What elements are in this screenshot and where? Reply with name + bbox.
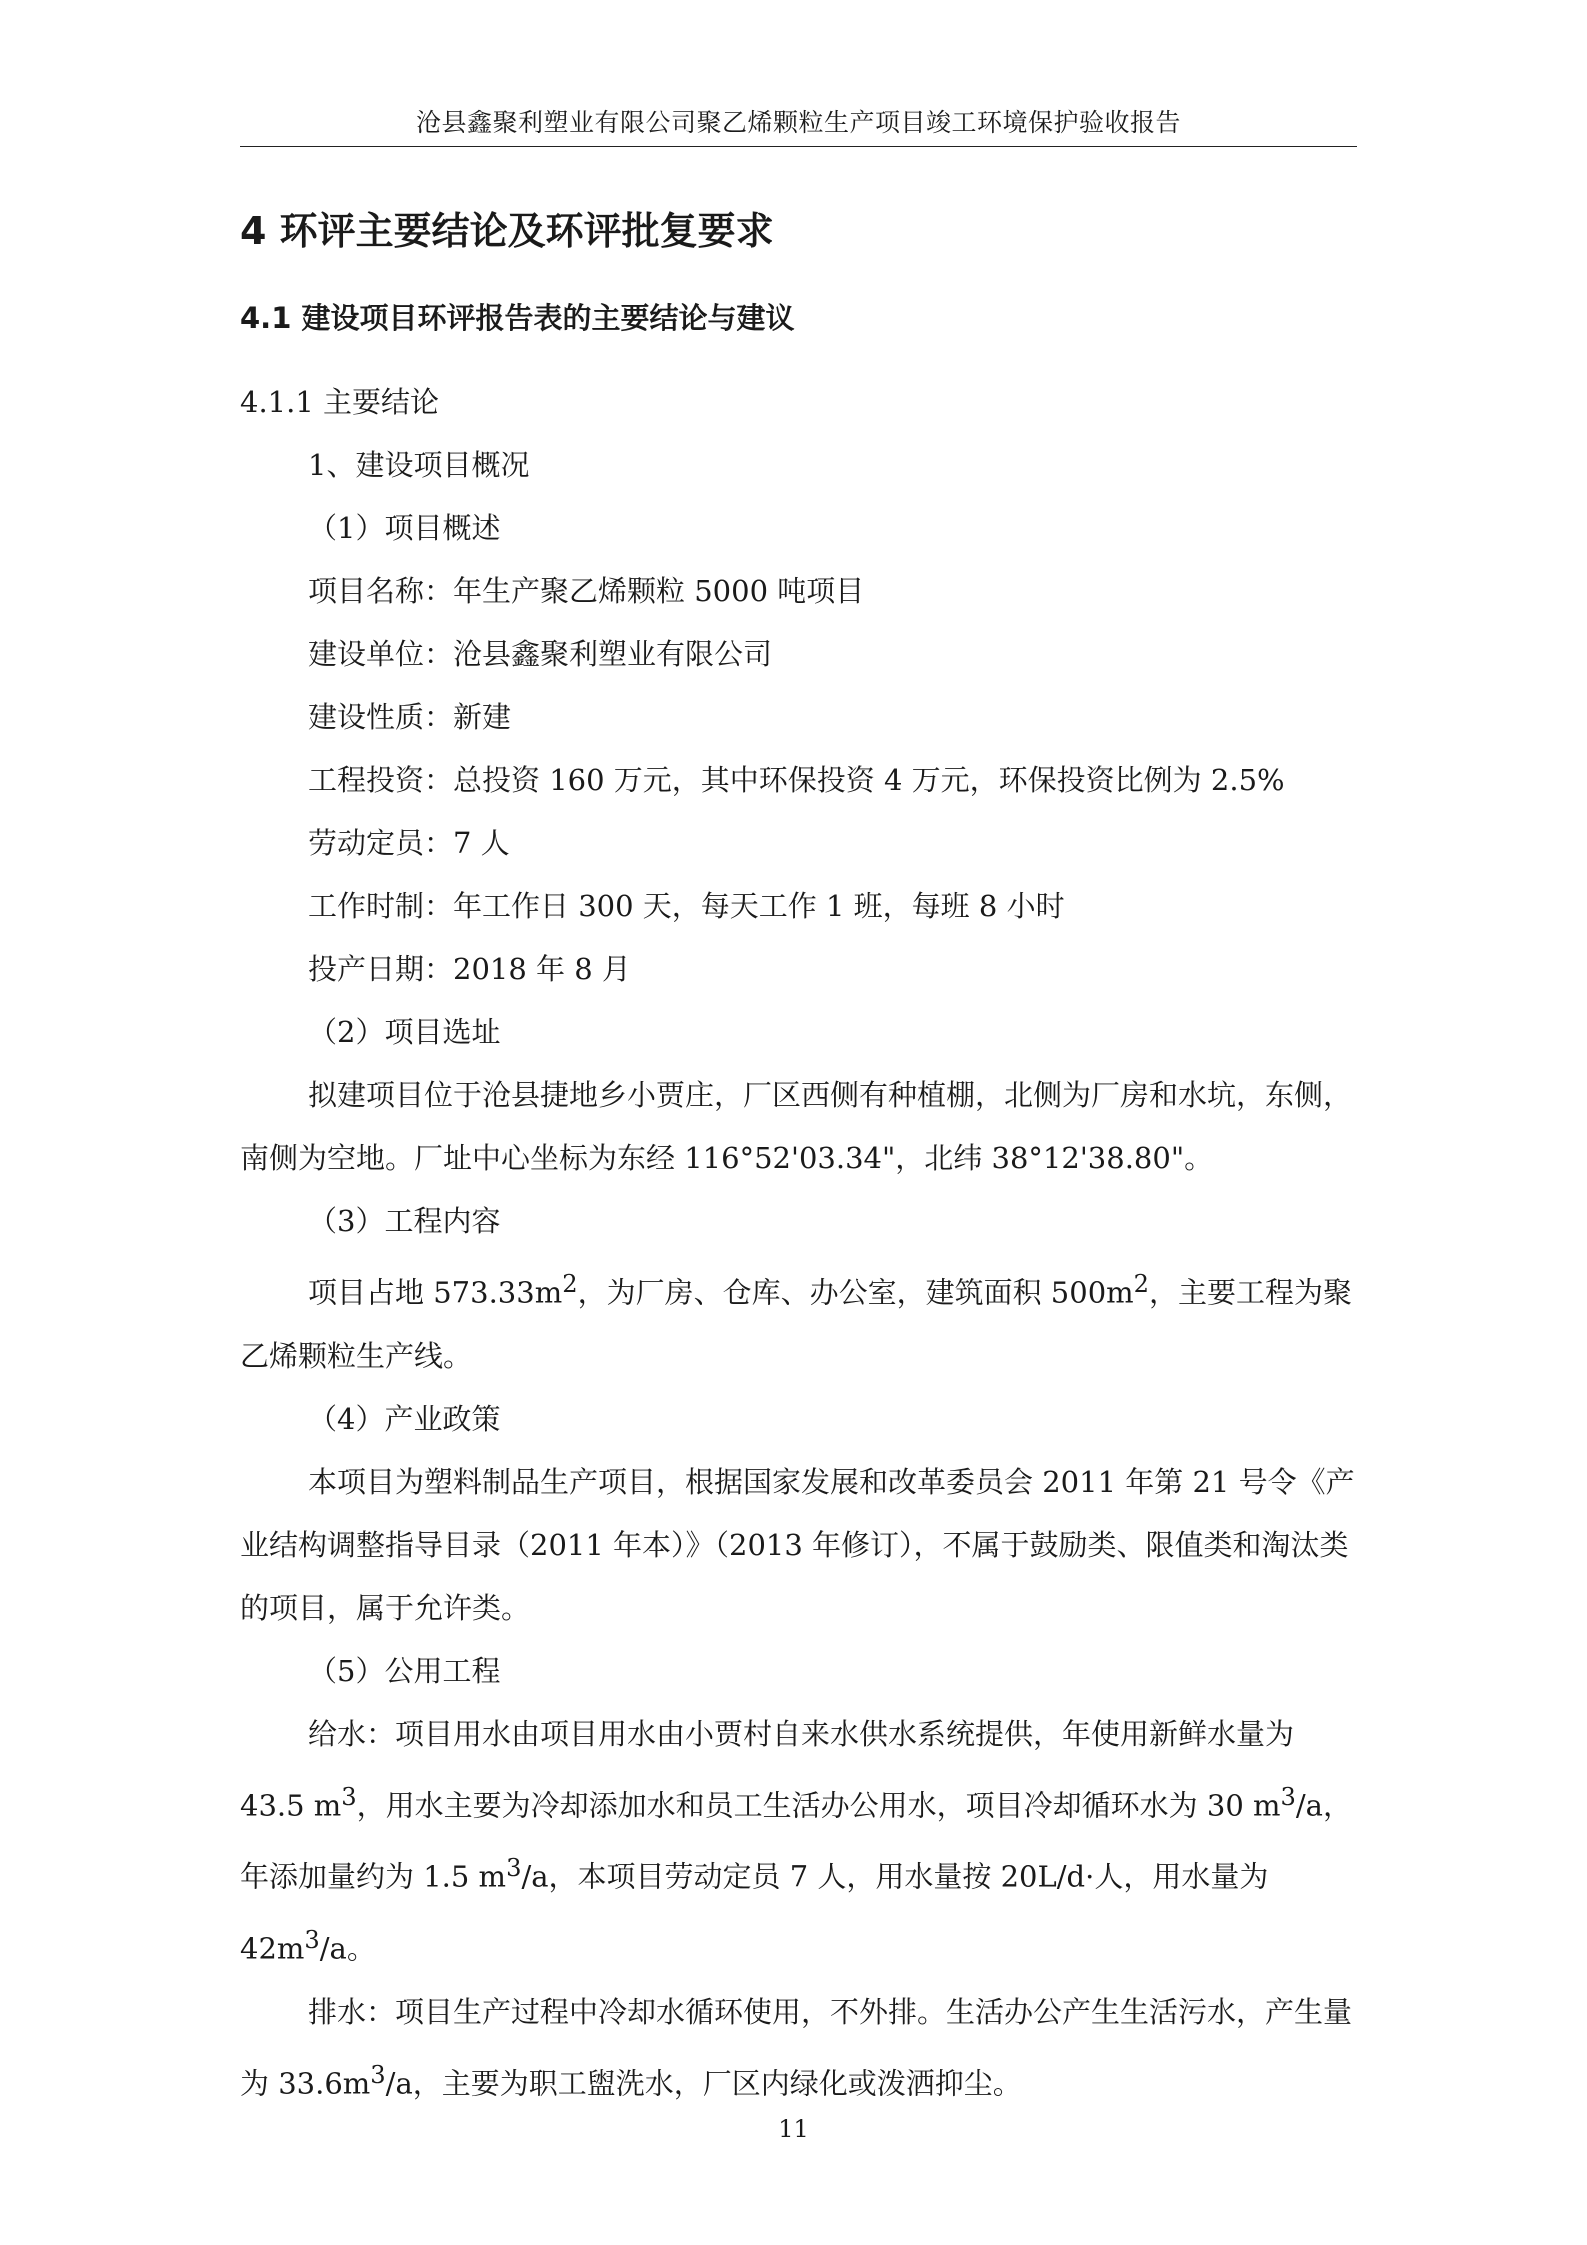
superscript: 2 [562,1270,578,1298]
water-supply-paragraph [240,1703,1357,1981]
subsection-title: 4.1.1 主要结论 [240,385,440,419]
content-text: ，主要工程为聚乙烯颗粒生产线。 [240,1275,1353,1373]
content-text: 项目占地 573.33m [308,1275,563,1310]
drain-text: 排水：项目生产过程中冷却水循环使用，不外排。生活办公产生生活污水，产生量为 33.6m [240,1994,1353,2101]
drain-text: /a，主要为职工盥洗水，厂区内绿化或泼洒抑尘。 [385,2066,1022,2101]
project-overview-heading: （1）项目概述 [308,511,501,545]
superscript: 3 [370,2060,386,2089]
site-paragraph: 拟建项目位于沧县捷地乡小贾庄，厂区西侧有种植棚，北侧为厂房和水坑，东侧，南侧为空地。厂址中心坐标为东经 116°52'03.34"，北纬 38°12'38.80"。 [240,1078,1353,1175]
content-paragraph [240,1253,1357,1388]
superscript: 3 [506,1854,522,1883]
staff-line: 劳动定员：7 人 [308,826,510,860]
utilities-heading: （5）公用工程 [308,1653,501,1688]
water-text: /a。 [319,1931,376,1966]
builder-line: 建设单位：沧县鑫聚利塑业有限公司 [308,637,773,671]
chapter-title: 4 环评主要结论及环评批复要求 [240,209,774,253]
header-divider [240,146,1357,147]
water-text: 给水：项目用水由项目用水由小贾村自来水供水系统提供，年使用新鲜水量为 43.5 m [240,1716,1295,1823]
water-text: /a，年添加量约为 1.5 m [240,1788,1352,1894]
page-number: 11 [778,2115,809,2143]
superscript: 2 [1133,1270,1150,1298]
document-body [240,371,1357,2115]
water-text: ，用水主要为冷却添加水和员工生活办公用水，项目冷却循环水为 30 m [356,1788,1281,1823]
project-name-line: 项目名称：年生产聚乙烯颗粒 5000 吨项目 [308,574,865,608]
running-header: 沧县鑫聚利塑业有限公司聚乙烯颗粒生产项目竣工环境保护验收报告 [415,108,1181,137]
superscript: 3 [341,1782,357,1811]
superscript: 3 [304,1925,320,1954]
drainage-paragraph [240,1981,1357,2116]
policy-heading: （4）产业政策 [308,1401,501,1436]
policy-paragraph: 本项目为塑料制品生产项目，根据国家发展和改革委员会 2011 年第 21 号令《产业结构调整指导目录（2011 年本）》（2013 年修订），不属于鼓励类、限值类和淘汰类的项目，属于允许类。 [240,1464,1355,1625]
investment-line: 工程投资：总投资 160 万元，其中环保投资 4 万元，环保投资比例为 2.5% [308,763,1285,797]
section-title: 4.1 建设项目环评报告表的主要结论与建议 [240,301,795,335]
schedule-line: 工作时制：年工作日 300 天，每天工作 1 班，每班 8 小时 [308,889,1065,923]
content-text: ，为厂房、仓库、办公室，建筑面积 500m [577,1275,1134,1310]
site-heading: （2）项目选址 [308,1015,501,1049]
overview-heading: 1、建设项目概况 [308,448,530,482]
content-heading: （3）工程内容 [308,1204,501,1238]
nature-line: 建设性质：新建 [308,700,512,734]
water-text: /a，本项目劳动定员 7 人，用水量按 20L/d·人，用水量为 42m [240,1859,1269,1966]
superscript: 3 [1280,1782,1296,1811]
start-date-line: 投产日期：2018 年 8 月 [308,952,631,986]
